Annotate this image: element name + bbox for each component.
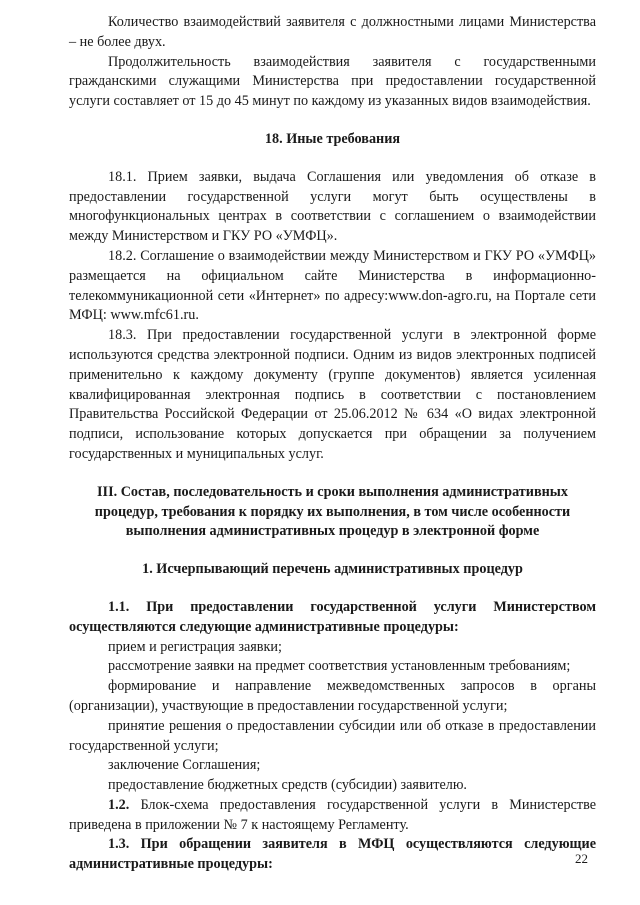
paragraph-1-3: 1.3. При обращении заявителя в МФЦ осуществляются следующие административные процедуры:: [69, 836, 596, 873]
subsection-1-title: 1. Исчерпывающий перечень административных процедур: [142, 561, 523, 578]
paragraph-18-1: 18.1. Прием заявки, выдача Соглашения или уведомления об отказе в предоставлении государственной услуги могут быть осуществлены в многофункциональных центрах в соответствии с соглашением о взаимодействии между Министерством и ГКУ РО «УМФЦ».: [69, 168, 596, 245]
section-18-title: 18. Иные требования: [264, 130, 401, 147]
paragraph-1-2-number: 1.2.: [108, 796, 130, 813]
paragraph-interactions-count: Количество взаимодействий заявителя с должностными лицами Министерства – не более двух.: [69, 14, 596, 50]
list-item: прием и регистрация заявки;: [108, 638, 282, 655]
paragraph-1-1: 1.1. При предоставлении государственной услуги Министерством осуществляются следующие административные процедуры:: [69, 598, 596, 635]
paragraph-18-2: 18.2. Соглашение о взаимодействии между Министерством и ГКУ РО «УМФЦ» размещается на официальном сайте Министерства в информационно-телекоммуникационной сети «Интернет» по адресу:www.don-agro.ru, на Портале сети МФЦ: www.mfc61.ru.: [69, 247, 596, 324]
list-item: принятие решения о предоставлении субсидии или об отказе в предоставлении государственной услуги;: [69, 717, 596, 754]
paragraph-18-3: 18.3. При предоставлении государственной услуги в электронной форме используются средства электронной подписи. Одним из видов электронных подписей применительно к каждому документу (группе документов) является усиленная квалифицированная электронная подпись в соответствии с постановлением Правительства Российской Федерации от 25.06.2012 № 634 «О видах электронной подписи, использование которых допускается при обращении за получением государственных и муниципальных услуг.: [69, 327, 596, 462]
paragraph-1-2: [69, 796, 596, 836]
list-item: формирование и направление межведомственных запросов в органы (организации), участвующие в предоставлении государственной услуги;: [69, 678, 596, 714]
page-number: 22: [575, 851, 588, 866]
list-item: предоставление бюджетных средств (субсидии) заявителю.: [108, 777, 467, 794]
paragraph-interaction-duration: Продолжительность взаимодействия заявителя с государственными гражданскими служащими Министерства при предоставлении государственной услуги составляет от 15 до 45 минут по каждому из указанных видов взаимодействия.: [69, 53, 596, 110]
list-item: рассмотрение заявки на предмет соответствия установленным требованиям;: [108, 658, 571, 675]
document-page: [69, 13, 596, 875]
list-item: заключение Соглашения;: [108, 757, 261, 774]
paragraph-1-2-text: Блок-схема предоставления государственной услуги в Министерстве приведена в приложении № 7 к настоящему Регламенту.: [69, 796, 596, 833]
section-3-title: III. Состав, последовательность и сроки выполнения административных процедур, требования к порядку их выполнения, в том числе особенности выполнения административных процедур в электронной форме: [94, 483, 571, 540]
